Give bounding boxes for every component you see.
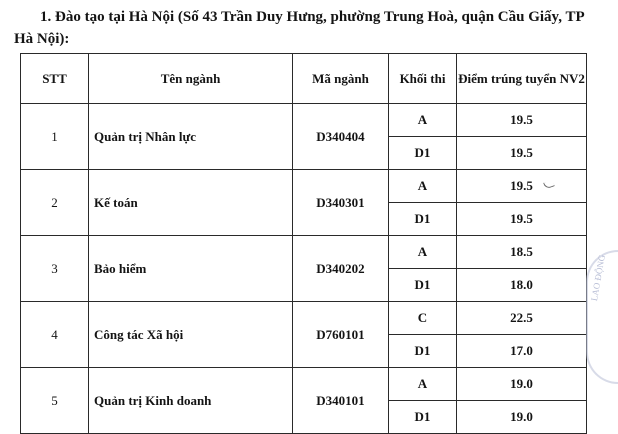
row-major-code: D340404	[293, 104, 389, 170]
row-score: 17.0	[457, 335, 587, 368]
row-major-name: Quản trị Nhân lực	[89, 104, 293, 170]
row-score: 19.0	[457, 368, 587, 401]
row-exam-block: D1	[389, 269, 457, 302]
row-exam-block: A	[389, 170, 457, 203]
row-major-name: Kế toán	[89, 170, 293, 236]
header-stt: STT	[21, 54, 89, 104]
row-score: 19.0	[457, 401, 587, 434]
row-exam-block: D1	[389, 401, 457, 434]
row-stt: 5	[21, 368, 89, 434]
row-major-name: Bảo hiểm	[89, 236, 293, 302]
row-major-code: D760101	[293, 302, 389, 368]
row-exam-block: A	[389, 368, 457, 401]
row-major-code: D340301	[293, 170, 389, 236]
row-exam-block: D1	[389, 335, 457, 368]
row-score: 19.5	[457, 104, 587, 137]
row-major-name: Công tác Xã hội	[89, 302, 293, 368]
row-major-code: D340202	[293, 236, 389, 302]
header-admission-score: Điểm trúng tuyển NV2	[457, 54, 587, 104]
table-row	[21, 104, 587, 137]
table-row	[21, 170, 587, 203]
row-score: 19.5	[457, 137, 587, 170]
row-score: 18.0	[457, 269, 587, 302]
row-exam-block: C	[389, 302, 457, 335]
table-header-row	[21, 54, 587, 104]
admission-score-table	[20, 53, 587, 434]
section-heading: 1. Đào tạo tại Hà Nội (Số 43 Trần Duy Hưng, phường Trung Hoà, quận Cầu Giấy, TP Hà Nội):	[14, 9, 584, 47]
row-stt: 2	[21, 170, 89, 236]
row-major-name: Quản trị Kinh doanh	[89, 368, 293, 434]
table-row	[21, 302, 587, 335]
table-row	[21, 236, 587, 269]
row-score: 19.5	[457, 170, 587, 203]
row-stt: 3	[21, 236, 89, 302]
row-exam-block: D1	[389, 137, 457, 170]
header-major-name: Tên ngành	[89, 54, 293, 104]
row-stt: 4	[21, 302, 89, 368]
header-major-code: Mã ngành	[293, 54, 389, 104]
row-exam-block: A	[389, 236, 457, 269]
seal-stamp-text: LAO ĐỘNG	[589, 253, 607, 302]
row-score: 22.5	[457, 302, 587, 335]
row-stt: 1	[21, 104, 89, 170]
row-major-code: D340101	[293, 368, 389, 434]
header-exam-block: Khối thi	[389, 54, 457, 104]
row-score: 19.5	[457, 203, 587, 236]
table-row	[21, 368, 587, 401]
row-exam-block: A	[389, 104, 457, 137]
row-score: 18.5	[457, 236, 587, 269]
row-exam-block: D1	[389, 203, 457, 236]
